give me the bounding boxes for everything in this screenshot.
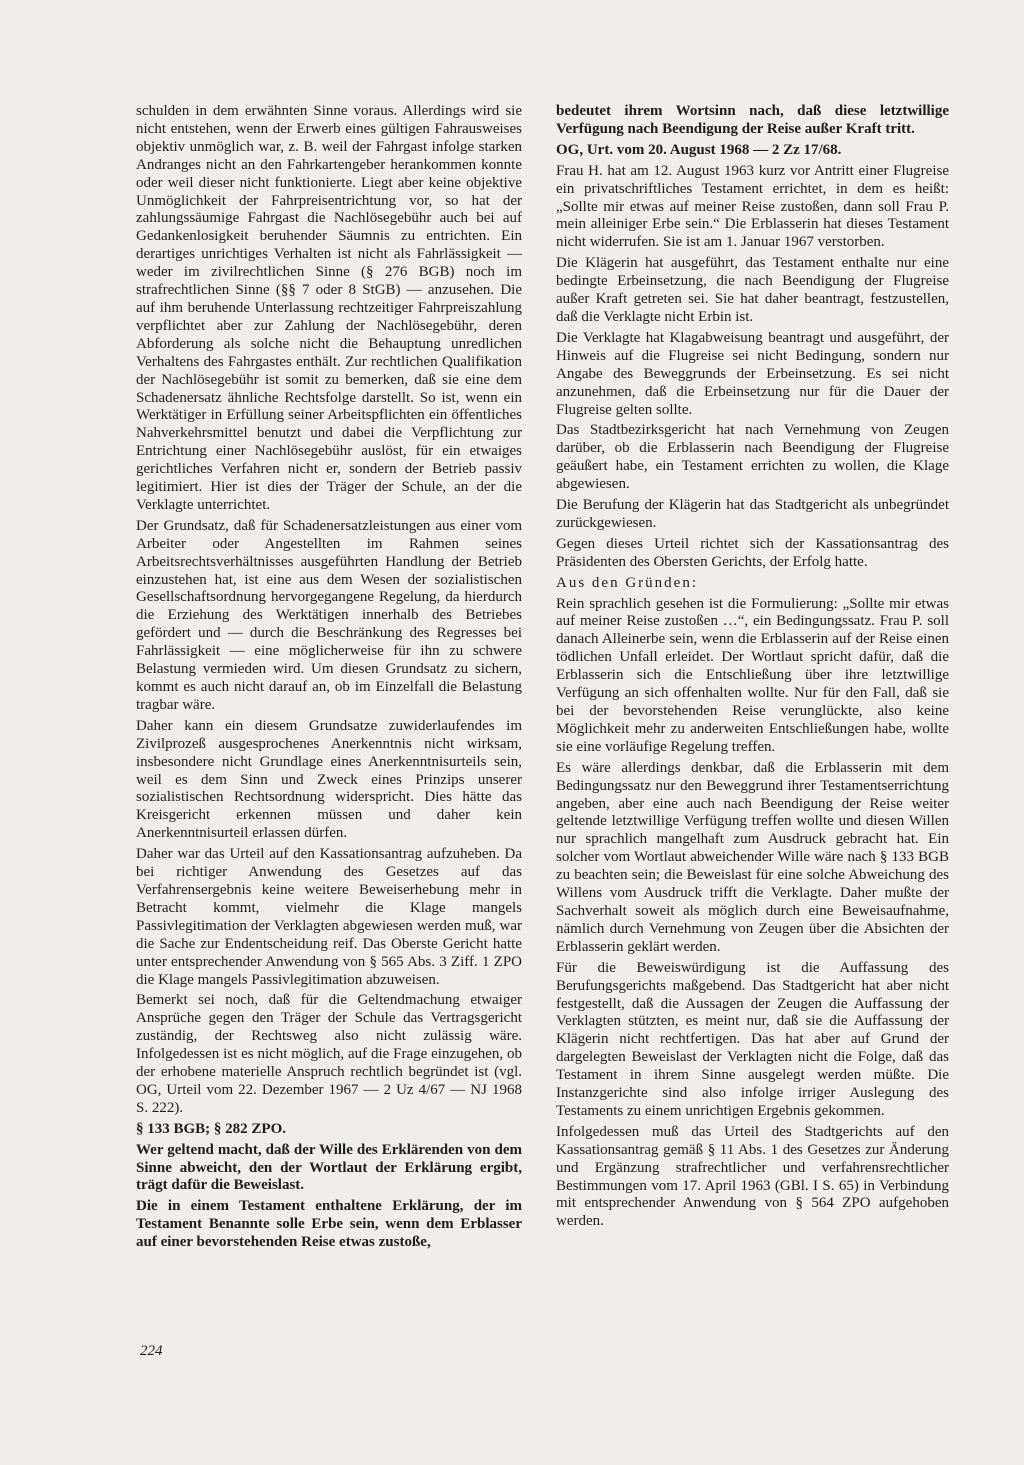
paragraph: Der Grundsatz, daß für Schadenersatzleistungen aus einer vom Arbeiter oder Angestellten im Rahmen seines Arbeitsrechtsverhältnisses ausgeführten Handlung der Betrieb einzustehen hat, ist eine aus dem Wesen der sozialistischen Gesellschaftsordnung hervorgegangene Regelung, da hierdurch die Erziehung des Werktätigen innerhalb des Betriebes gefördert und — durch die Beschränkung des Regresses bei Fahrlässigkeit — eine möglicherweise für ihn zu schwere Belastung vermieden wird. Um diesen Grundsatz zu sichern, kommt es auch nicht darauf an, ob im Einzelfall die Belastung tragbar wäre. [136,517,522,713]
paragraph: Daher war das Urteil auf den Kassationsantrag aufzuheben. Da bei richtiger Anwendung des Gesetzes auf das Verfahrensergebnis keine weitere Beweiserhebung mehr in Betracht kommt, vielmehr die Klage mangels Passivlegitimation der Verklagten abgewiesen werden muß, war die Sache zur Endentscheidung reif. Das Oberste Gericht hatte unter entsprechender Anwendung von § 565 Abs. 3 Ziff. 1 ZPO die Klage mangels Passivlegitimation abzuweisen. [136,846,522,988]
paragraph: Frau H. hat am 12. August 1963 kurz vor Antritt einer Flugreise ein privatschriftliches Testament errichtet, in dem es heißt: „Sollte mir etwas auf meiner Reise zustoßen, dann soll Frau P. mein alleiniger Erbe sein.“ Die Erblasserin hat dieses Testament nicht widerrufen. Sie ist am 1. Januar 1967 verstorben. [556,162,949,251]
paragraph: schulden in dem erwähnten Sinne voraus. Allerdings wird sie nicht entstehen, wenn der Erwerb eines gültigen Fahrausweises objektiv unmöglich war, z. B. weil der Fahrgast infolge starken Andranges nicht an den Fahrkartengeber herankommen konnte oder weil dieser nicht funktionierte. Liegt aber keine objektive Unmöglichkeit der Fahrpreisentrichtung vor, so hat der zahlungssäumige Fahrgast die Nachlösegebühr auch bei auf Gedankenlosigkeit beruhender Säumnis zu entrichten. Ein derartiges unrichtiges Verhalten ist nicht als Fahrlässigkeit — weder im zivilrechtlichen Sinne (§ 276 BGB) noch im strafrechtlichen Sinne (§§ 7 oder 8 StGB) — anzusehen. Die auf ihm beruhende Unterlassung rechtzeitiger Fahrpreiszahlung verpflichtet aber zur Zahlung der Nachlösegebühr, deren Abforderung als solche nicht die Behauptung unredlichen Verhaltens des Fahrgastes enthält. Zur rechtlichen Qualifikation der Nachlösegebühr ist somit zu bemerken, daß sie eine dem Schadenersatz ähnliche Rechtsfolge darstellt. So ist, wenn ein Werktätiger in Erfüllung seiner Arbeitspflichten ein öffentliches Nahverkehrsmittel benutzt und dabei die Verpflichtung zur Entrichtung einer Nachlösegebühr auslöst, für ein etwaiges gerichtliches Verfahren nicht er, sondern der Betrieb passiv legitimiert. Hier ist dies der Träger der Schule, an der die Verklagte unterrichtet. [136,103,522,513]
paragraph: Gegen dieses Urteil richtet sich der Kassationsantrag des Präsidenten des Obersten Gerichts, der Erfolg hatte. [556,535,949,570]
paragraph: Die Klägerin hat ausgeführt, das Testament enthalte nur eine bedingte Erbeinsetzung, die nach Beendigung der Flugreise außer Kraft getreten sei. Sie hat daher beantragt, festzustellen, daß die Verklagte nicht Erbin ist. [556,255,949,325]
paragraph: Die Berufung der Klägerin hat das Stadtgericht als unbegründet zurückgewiesen. [556,497,949,531]
law-reference: § 133 BGB; § 282 ZPO. [136,1120,287,1137]
paragraph: Rein sprachlich gesehen ist die Formulierung: „Sollte mir etwas auf meiner Reise zustoßen …“, ein Bedingungssatz. Frau P. soll danach Alleinerbe sein, wenn die Erblasserin auf der Reise einen tödlichen Unfall erleidet. Der Wortlaut spricht dafür, daß die Erblasserin sich die Entschließung über ihre letztwillige Verfügung an sich offenhalten wollte. Nur für den Fall, daß sie bei der bevorstehenden Reise verunglückte, also keine Möglichkeit mehr zu anderweiten Entschließungen habe, wollte sie eine vorläufige Regelung treffen. [556,595,949,755]
paragraph: Daher kann ein diesem Grundsatze zuwiderlaufendes im Zivilprozeß ausgesprochenes Anerkenntnis nicht wirksam, insbesondere nicht Grundlage eines Anerkenntnisurteils sein, weil es dem Sinn und Zweck eines Prinzips unserer sozialistischen Rechtsordnung widerspricht. Dies hätte das Kreisgericht erkennen müssen und daher kein Anerkenntnisurteil erlassen dürfen. [136,717,522,842]
paragraph: Das Stadtbezirksgericht hat nach Vernehmung von Zeugen darüber, ob die Erblasserin nach Beendigung der Flugreise geäußert habe, ein Testament errichten zu wollen, die Klage abgewiesen. [556,422,949,493]
left-column [136,103,522,1255]
paragraph: Infolgedessen muß das Urteil des Stadtgerichts auf den Kassationsantrag gemäß § 11 Abs. 1 des Gesetzes zur Änderung und Ergänzung strafrechtlicher und verfahrensrechtlicher Bestimmungen vom 17. April 1963 (GBl. I S. 65) in Verbindung mit entsprechender Anwendung von § 564 ZPO aufgehoben werden. [556,1123,949,1230]
section-heading: Aus den Gründen: [556,574,698,591]
headnote: Wer geltend macht, daß der Wille des Erklärenden von dem Sinne abweicht, den der Wortlaut der Erklärung ergibt, trägt dafür die Beweislast. [136,1141,522,1194]
page-number: 224 [140,1343,163,1359]
headnote: Die in einem Testament enthaltene Erklärung, der im Testament Benannte solle Erbe sein, wenn dem Erblasser auf einer bevorstehenden Reise etwas zustoße, [136,1198,522,1251]
paragraph: Für die Beweiswürdigung ist die Auffassung des Berufungsgerichts maßgebend. Das Stadtgericht hat aber nicht festgestellt, daß die Aussagen der Zeugen die Auffassung der Verklagten stützten, es meint nur, daß sie die Auffassung der Klägerin nicht rechtfertigen. Das hat aber auf Grund der dargelegten Beweislast der Verklagten nicht die Folge, daß das Testament in ihrem Sinne ausgelegt werden müßte. Die Instanzgerichte sind also infolge irriger Auslegung des Testaments zu einem unrichtigen Ergebnis gekommen. [556,959,949,1119]
paragraph: Es wäre allerdings denkbar, daß die Erblasserin mit dem Bedingungssatz nur den Beweggrund ihrer Testamentserrichtung angeben, aber eine auch nach Beendigung der Reise weiter geltende letztwillige Verfügung treffen wollte und diesen Willen nur sprachlich mangelhaft zum Ausdruck gebracht hat. Ein solcher vom Wortlaut abweichender Wille wäre nach § 133 BGB zu beachten sein; die Beweislast für eine solche Abweichung des Willens vom Ausdruck trifft die Verklagte. Daher mußte der Sachverhalt soweit als möglich durch eine Beweisaufnahme, nämlich durch Vernehmung von Zeugen über die Absichten der Erblasserin geklärt werden. [556,759,949,955]
headnote-continuation: bedeutet ihrem Wortsinn nach, daß diese letztwillige Verfügung nach Beendigung der Reise außer Kraft tritt. [556,103,949,137]
right-column [556,103,949,1234]
decision-citation: OG, Urt. vom 20. August 1968 — 2 Zz 17/68. [556,141,842,158]
paragraph: Die Verklagte hat Klagabweisung beantragt und ausgeführt, der Hinweis auf die Flugreise sei nicht Bedingung, sondern nur Angabe des Beweggrunds der Erbeinsetzung. Es sei nicht anzunehmen, daß die Erbeinsetzung nur für die Dauer der Flugreise gelten sollte. [556,329,949,418]
paragraph: Bemerkt sei noch, daß für die Geltendmachung etwaiger Ansprüche gegen den Träger der Schule das Vertragsgericht zuständig, der Rechtsweg also nicht zulässig wäre. Infolgedessen ist es nicht möglich, auf die Frage einzugehen, ob der erhobene materielle Anspruch rechtlich begründet ist (vgl. OG, Urteil vom 22. Dezember 1967 — 2 Uz 4/67 — NJ 1968 S. 222). [136,992,522,1116]
